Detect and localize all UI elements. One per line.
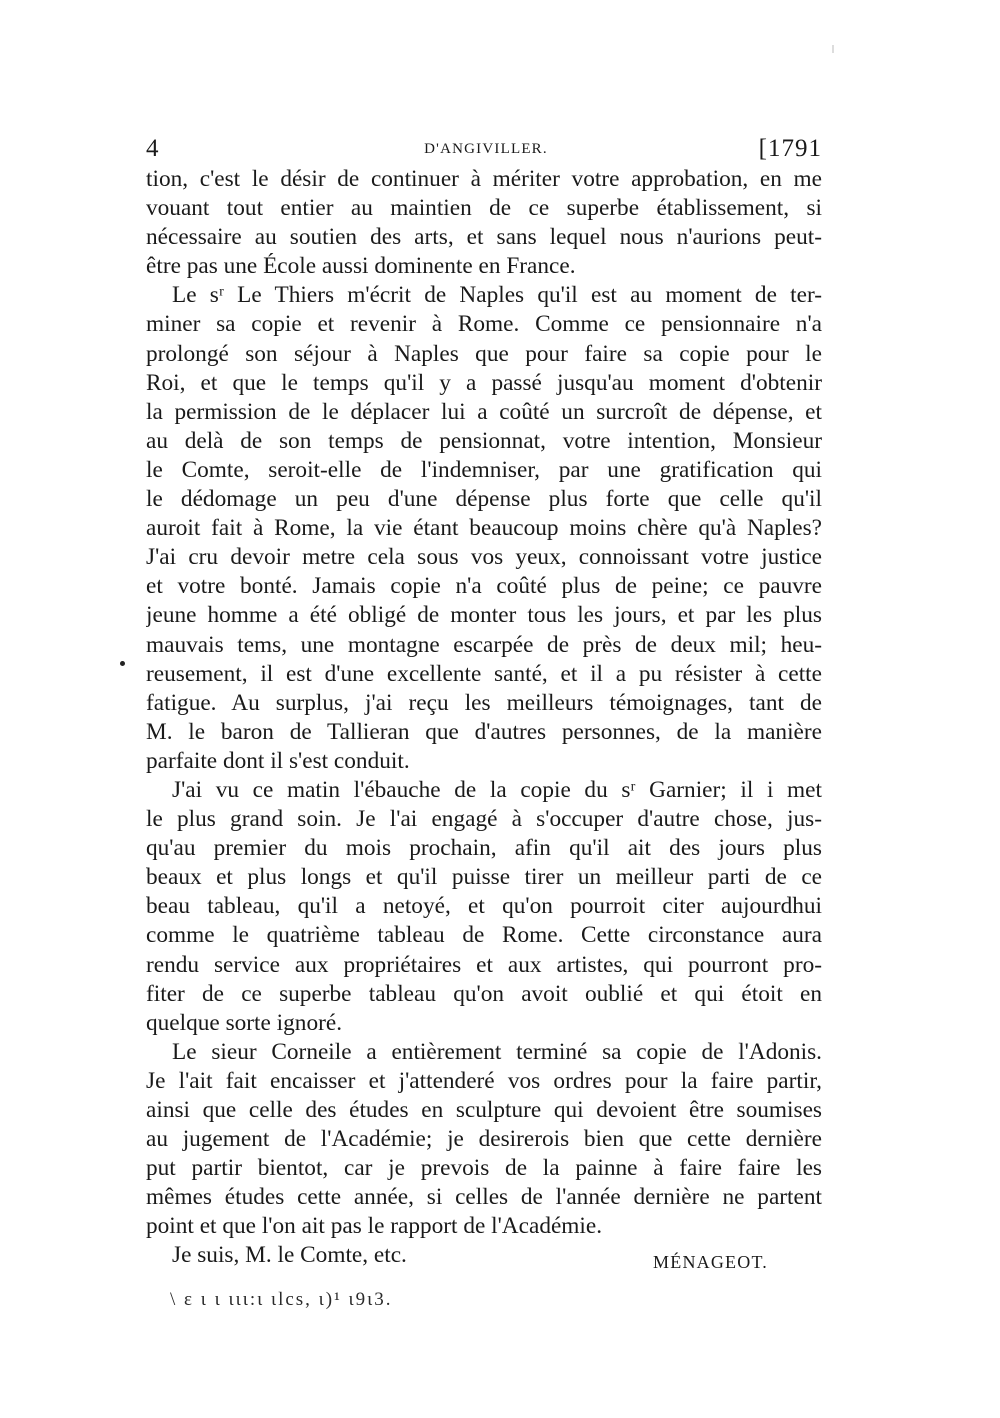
text-line: J'ai vu ce matin l'ébauche de la copie du sʳ Garnier; il i met xyxy=(172,776,822,803)
text-line: beaux et plus longs et qu'il puisse tirer un meilleur parti de ce xyxy=(146,864,822,891)
text-line: le plus grand soin. Je l'ai engagé à s'occuper d'autre chose, jus- xyxy=(146,806,822,833)
closing-line: Je suis, M. le Comte, etc. xyxy=(172,1242,407,1269)
text-line: jeune homme a été obligé de monter tous les jours, et par les plus xyxy=(146,602,822,629)
page-number: 4 xyxy=(146,135,159,162)
text-line: le dédomage un peu d'une dépense plus forte que celle qu'il xyxy=(146,486,822,513)
text-line: Le sʳ Le Thiers m'écrit de Naples qu'il est au moment de ter- xyxy=(172,282,822,309)
text-line: beau tableau, qu'il a netoyé, et qu'on pourroit citer aujourdhui xyxy=(146,893,822,920)
text-line: mêmes études cette année, si celles de l'année dernière ne partent xyxy=(146,1184,822,1211)
footer-note: \ ε ι ι ιιι:ι ιlcs, ι)¹ ι9ι3. xyxy=(170,1289,393,1310)
text-line: quelque sorte ignoré. xyxy=(146,1009,343,1036)
text-line: point et que l'on ait pas le rapport de l'Académie. xyxy=(146,1213,603,1240)
text-line: qu'au premier du mois prochain, afin qu'il ait des jours plus xyxy=(146,835,822,862)
text-line: au jugement de l'Académie; je desirerois bien que cette dernière xyxy=(146,1126,822,1153)
text-line: au delà de son temps de pensionnat, votre intention, Monsieur xyxy=(146,427,822,454)
text-line: reusement, il est d'une excellente santé, et il a pu résister à cette xyxy=(146,660,822,687)
text-line: auroit fait à Rome, la vie étant beaucoup moins chère qu'à Naples? xyxy=(146,515,822,542)
text-line: la permission de le déplacer lui a coûté un surcroît de dépense, et xyxy=(146,398,822,425)
text-line: Je l'ait fait encaisser et j'attenderé vos ordres pour la faire partir, xyxy=(146,1067,822,1094)
text-line: M. le baron de Tallieran que d'autres personnes, de la manière xyxy=(146,718,822,745)
text-line: et votre bonté. Jamais copie n'a coûté plus de peine; ce pauvre xyxy=(146,573,822,600)
page-edge-mark xyxy=(832,45,834,53)
text-line: mauvais tems, une montagne escarpée de près de deux mil; heu- xyxy=(146,631,822,658)
signature: MÉNAGEOT. xyxy=(653,1252,768,1272)
margin-dot xyxy=(120,661,125,666)
header-year: [1791 xyxy=(758,135,822,162)
running-title: D'ANGIVILLER. xyxy=(424,141,548,157)
text-line: prolongé son séjour à Naples que pour faire sa copie pour le xyxy=(146,340,822,367)
text-line: vouant tout entier au maintien de ce superbe établissement, si xyxy=(146,195,822,222)
text-line: Roi, et que le temps qu'il y a passé jusqu'au moment d'obtenir xyxy=(146,369,822,396)
text-line: miner sa copie et revenir à Rome. Comme ce pensionnaire n'a xyxy=(146,311,822,338)
text-line: ainsi que celle des études en sculpture qui devoient être soumises xyxy=(146,1097,822,1123)
text-line: J'ai cru devoir metre cela sous vos yeux, connoissant votre justice xyxy=(146,544,822,571)
text-line: fatigue. Au surplus, j'ai reçu les meilleurs témoignages, tant de xyxy=(146,689,822,716)
text-line: Le sieur Corneile a entièrement terminé sa copie de l'Adonis. xyxy=(172,1038,822,1065)
body-text xyxy=(146,165,822,1271)
text-line: put partir bientot, car je prevois de la painne à faire faire les xyxy=(146,1155,822,1182)
text-line: nécessaire au soutien des arts, et sans lequel nous n'aurions peut- xyxy=(146,224,822,251)
text-line: parfaite dont il s'est conduit. xyxy=(146,747,410,774)
text-line: comme le quatrième tableau de Rome. Cette circonstance aura xyxy=(146,922,822,949)
text-line: tion, c'est le désir de continuer à mériter votre approbation, en me xyxy=(146,166,822,192)
text-line: le Comte, seroit-elle de l'indemniser, par une gratification qui xyxy=(146,456,822,483)
text-line: être pas une École aussi dominente en France. xyxy=(146,253,576,280)
text-line: rendu service aux propriétaires et aux artistes, qui pourront pro- xyxy=(146,951,822,978)
text-line: fiter de ce superbe tableau qu'on avoit oublié et qui étoit en xyxy=(146,980,822,1007)
page-header xyxy=(146,134,822,164)
